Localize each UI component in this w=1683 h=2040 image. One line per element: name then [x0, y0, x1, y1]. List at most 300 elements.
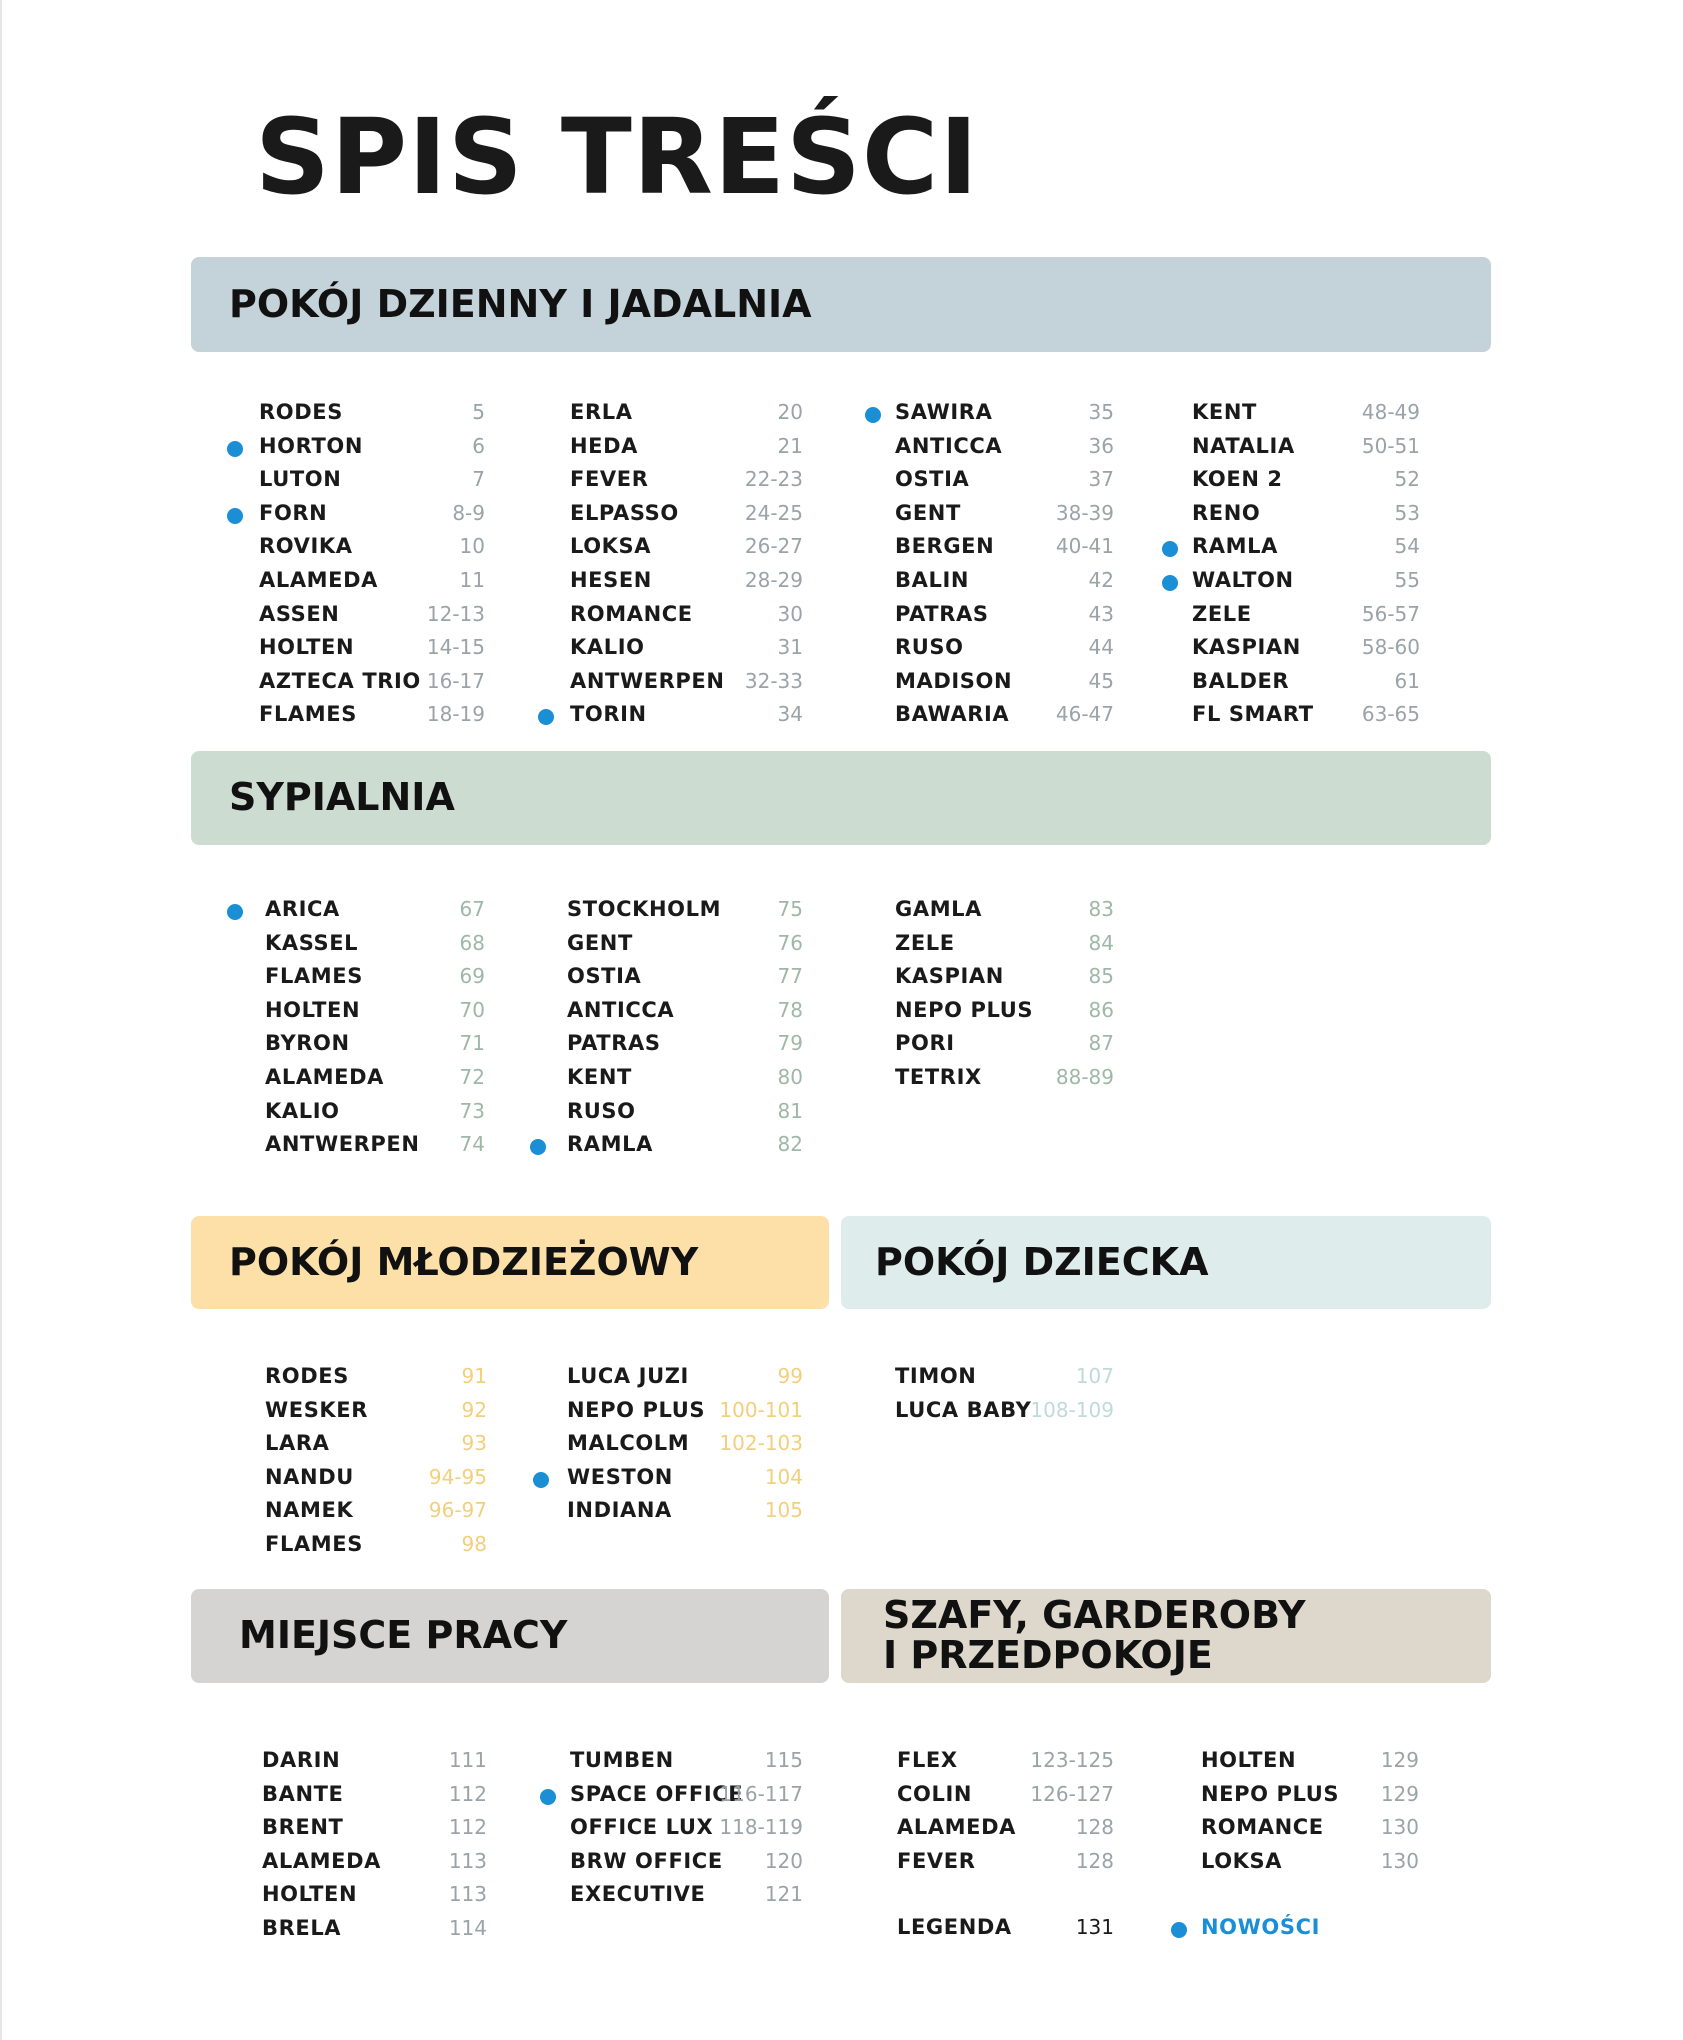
toc-entry — [1192, 669, 1420, 703]
toc-column — [265, 1364, 487, 1566]
toc-entry — [570, 602, 803, 636]
entry-page: 73 — [459, 1098, 485, 1123]
entry-name: BERGEN — [895, 534, 995, 559]
entry-name: HOLTEN — [1201, 1748, 1297, 1772]
entry-name: OFFICE LUX — [570, 1815, 714, 1840]
entry-page: 11 — [459, 567, 485, 592]
entry-name: ALAMEDA — [259, 567, 379, 592]
entry-name: KASSEL — [265, 930, 359, 955]
entry-name: ELPASSO — [570, 500, 679, 525]
entry-name: GENT — [567, 930, 633, 955]
entry-page: 77 — [777, 964, 803, 989]
entry-name: ALAMEDA — [897, 1815, 1017, 1840]
entry-page: 5 — [472, 400, 485, 424]
toc-entry — [259, 602, 485, 636]
entry-page: 88-89 — [1055, 1064, 1114, 1089]
toc-entry — [265, 1398, 487, 1432]
entry-page: 83 — [1088, 897, 1114, 921]
entry-name: ERLA — [570, 400, 633, 424]
section-heading: POKÓJ MŁODZIEŻOWY — [229, 1239, 699, 1284]
toc-entry — [895, 702, 1114, 736]
page-title: SPIS TREŚCI — [255, 96, 979, 218]
entry-name: LOKSA — [570, 534, 652, 559]
entry-name: BYRON — [265, 1031, 350, 1056]
toc-entry — [895, 635, 1114, 669]
entry-page: 116-117 — [719, 1781, 803, 1806]
entry-page: 114 — [448, 1915, 487, 1940]
entry-page: 24-25 — [744, 500, 803, 525]
entry-page: 10 — [459, 534, 485, 559]
entry-name: COLIN — [897, 1781, 973, 1806]
entry-name: FEVER — [897, 1848, 976, 1873]
entry-name: FL SMART — [1192, 702, 1314, 727]
entry-page: 7 — [472, 467, 485, 492]
entry-name: KALIO — [570, 635, 645, 660]
entry-page: 18-19 — [426, 702, 485, 727]
entry-page: 128 — [1075, 1815, 1114, 1840]
entry-name: DARIN — [262, 1748, 341, 1772]
toc-entry — [1192, 434, 1420, 468]
section-heading — [883, 1593, 1306, 1677]
entry-page: 31 — [777, 635, 803, 660]
entry-page: 130 — [1380, 1848, 1419, 1873]
entry-page: 12-13 — [426, 601, 485, 626]
toc-column — [265, 897, 485, 1166]
entry-page: 56-57 — [1361, 601, 1420, 626]
entry-name: LUTON — [259, 467, 342, 492]
toc-entry — [1201, 1782, 1419, 1816]
entry-name: BAWARIA — [895, 702, 1010, 727]
entry-page: 70 — [459, 997, 485, 1022]
legend — [897, 1915, 1114, 1949]
toc-entry — [1201, 1815, 1419, 1849]
entry-page: 99 — [777, 1364, 803, 1388]
toc-entry — [1192, 501, 1420, 535]
toc-entry — [1192, 602, 1420, 636]
entry-page: 111 — [448, 1748, 487, 1772]
entry-page: 55 — [1394, 567, 1420, 592]
entry-name: WALTON — [1192, 567, 1294, 592]
entry-name: RUSO — [895, 635, 964, 660]
entry-name: ZELE — [1192, 601, 1252, 626]
toc-entry — [567, 1465, 803, 1499]
entry-page: 46-47 — [1055, 702, 1114, 727]
entry-name: WESTON — [567, 1464, 673, 1489]
entry-name: HEDA — [570, 433, 639, 458]
toc-entry — [895, 931, 1114, 965]
entry-page: 69 — [459, 964, 485, 989]
entry-name: AZTECA TRIO — [259, 668, 421, 693]
entry-page: 14-15 — [426, 635, 485, 660]
entry-name: BALDER — [1192, 668, 1290, 693]
entry-name: KASPIAN — [1192, 635, 1301, 660]
toc-entry — [570, 467, 803, 501]
entry-name: HESEN — [570, 567, 652, 592]
entry-page: 108-109 — [1030, 1397, 1114, 1422]
entry-name: ALAMEDA — [265, 1064, 385, 1089]
toc-entry — [567, 1132, 803, 1166]
toc-entry — [259, 501, 485, 535]
entry-page: 80 — [777, 1064, 803, 1089]
entry-name: ROMANCE — [570, 601, 693, 626]
toc-entry — [570, 1748, 803, 1782]
entry-name: PATRAS — [895, 601, 989, 626]
toc-entry — [570, 400, 803, 434]
toc-entry — [262, 1782, 487, 1816]
entry-page: 84 — [1088, 930, 1114, 955]
entry-name: LOKSA — [1201, 1848, 1283, 1873]
entry-page: 71 — [459, 1031, 485, 1056]
toc-entry — [262, 1916, 487, 1950]
toc-entry — [265, 931, 485, 965]
toc-entry — [1192, 568, 1420, 602]
entry-page: 61 — [1394, 668, 1420, 693]
toc-entry — [895, 1398, 1114, 1432]
entry-name: BRW OFFICE — [570, 1848, 723, 1873]
entry-page: 112 — [448, 1781, 487, 1806]
entry-name: NATALIA — [1192, 433, 1295, 458]
toc-entry — [1201, 1748, 1419, 1782]
entry-name: RUSO — [567, 1098, 636, 1123]
entry-page: 81 — [777, 1098, 803, 1123]
entry-name: MADISON — [895, 668, 1013, 693]
toc-column — [567, 897, 803, 1166]
entry-page: 63-65 — [1361, 702, 1420, 727]
entry-name: ANTICCA — [895, 433, 1003, 458]
entry-page: 79 — [777, 1031, 803, 1056]
section-band-kids — [841, 1216, 1491, 1309]
section-heading: SYPIALNIA — [229, 775, 455, 820]
entry-page: 45 — [1088, 668, 1114, 693]
entry-name: TORIN — [570, 702, 647, 727]
entry-name: KASPIAN — [895, 964, 1004, 989]
entry-name: ROMANCE — [1201, 1815, 1324, 1840]
toc-entry — [895, 1364, 1114, 1398]
entry-name: RODES — [259, 400, 343, 424]
entry-name: ANTWERPEN — [570, 668, 725, 693]
toc-entry — [567, 1031, 803, 1065]
toc-entry — [567, 931, 803, 965]
entry-page: 98 — [461, 1531, 487, 1556]
section-band-bedroom — [191, 751, 1491, 845]
new-dot-icon — [540, 1789, 556, 1805]
toc-entry — [567, 964, 803, 998]
entry-name: FLEX — [897, 1748, 958, 1772]
new-dot-icon — [227, 508, 243, 524]
toc-entry — [262, 1882, 487, 1916]
entry-page: 107 — [1075, 1364, 1114, 1388]
toc-entry — [895, 602, 1114, 636]
entry-name: RENO — [1192, 500, 1261, 525]
entry-name: HOLTEN — [259, 635, 355, 660]
toc-entry — [567, 1099, 803, 1133]
toc-entry — [567, 1431, 803, 1465]
entry-name: SPACE OFFICE — [570, 1781, 744, 1806]
entry-page: 43 — [1088, 601, 1114, 626]
entry-name: LUCA JUZI — [567, 1364, 689, 1388]
toc-entry — [895, 400, 1114, 434]
toc-entry — [897, 1849, 1114, 1883]
entry-page: 22-23 — [744, 467, 803, 492]
toc-entry — [259, 568, 485, 602]
toc-entry — [570, 534, 803, 568]
entry-name: TUMBEN — [570, 1748, 674, 1772]
entry-page: 54 — [1394, 534, 1420, 559]
entry-name: ROVIKA — [259, 534, 353, 559]
new-dot-icon — [1162, 575, 1178, 591]
entry-page: 20 — [777, 400, 803, 424]
new-dot-icon — [1171, 1922, 1187, 1938]
entry-name: MALCOLM — [567, 1431, 690, 1456]
entry-name: HORTON — [259, 433, 364, 458]
toc-entry — [259, 702, 485, 736]
entry-page: 35 — [1088, 400, 1114, 424]
section-heading-line2: I PRZEDPOKOJE — [883, 1633, 1213, 1677]
entry-page: 52 — [1394, 467, 1420, 492]
entry-page: 130 — [1380, 1815, 1419, 1840]
entry-page: 28-29 — [744, 567, 803, 592]
toc-column — [895, 897, 1114, 1099]
entry-page: 102-103 — [719, 1431, 803, 1456]
entry-page: 6 — [472, 433, 485, 458]
toc-entry — [1192, 534, 1420, 568]
entry-page: 48-49 — [1361, 400, 1420, 424]
entry-page: 58-60 — [1361, 635, 1420, 660]
entry-name: NANDU — [265, 1464, 354, 1489]
entry-page: 126-127 — [1030, 1781, 1114, 1806]
entry-name: FEVER — [570, 467, 649, 492]
toc-entry — [570, 1849, 803, 1883]
section-band-living — [191, 257, 1491, 352]
toc-entry — [895, 1031, 1114, 1065]
entry-name: STOCKHOLM — [567, 897, 722, 921]
entry-page: 16-17 — [426, 668, 485, 693]
entry-page: 72 — [459, 1064, 485, 1089]
entry-name: FLAMES — [259, 702, 357, 727]
toc-entry — [897, 1815, 1114, 1849]
section-heading: POKÓJ DZIECKA — [875, 1239, 1209, 1284]
new-dot-icon — [865, 407, 881, 423]
entry-page: 118-119 — [719, 1815, 803, 1840]
section-band-wardrobe — [841, 1589, 1491, 1683]
entry-page: 120 — [764, 1848, 803, 1873]
entry-page: 78 — [777, 997, 803, 1022]
entry-name: NEPO PLUS — [567, 1397, 706, 1422]
entry-page: 92 — [461, 1397, 487, 1422]
entry-page: 85 — [1088, 964, 1114, 989]
entry-name: TETRIX — [895, 1064, 982, 1089]
section-band-office — [191, 1589, 829, 1683]
toc-entry — [895, 998, 1114, 1032]
toc-entry — [895, 534, 1114, 568]
toc-entry — [259, 400, 485, 434]
toc-entry — [897, 1748, 1114, 1782]
entry-page: 93 — [461, 1431, 487, 1456]
toc-entry — [265, 1465, 487, 1499]
entry-name: EXECUTIVE — [570, 1882, 706, 1907]
entry-page: 87 — [1088, 1031, 1114, 1056]
toc-entry — [567, 1398, 803, 1432]
toc-column — [895, 1364, 1114, 1431]
entry-page: 75 — [777, 897, 803, 921]
legend-new — [1201, 1915, 1401, 1949]
entry-page: 40-41 — [1055, 534, 1114, 559]
section-heading: POKÓJ DZIENNY I JADALNIA — [229, 281, 812, 326]
new-dot-icon — [533, 1472, 549, 1488]
toc-entry — [567, 1065, 803, 1099]
entry-name: BRENT — [262, 1815, 344, 1840]
section-heading: MIEJSCE PRACY — [239, 1613, 568, 1658]
toc-entry — [265, 1431, 487, 1465]
toc-entry — [570, 1882, 803, 1916]
toc-entry — [895, 501, 1114, 535]
entry-page: 113 — [448, 1882, 487, 1907]
entry-page: 38-39 — [1055, 500, 1114, 525]
entry-page: 21 — [777, 433, 803, 458]
entry-page: 42 — [1088, 567, 1114, 592]
entry-name: KENT — [1192, 400, 1257, 424]
entry-page: 74 — [459, 1132, 485, 1157]
toc-entry — [1201, 1849, 1419, 1883]
entry-name: FLAMES — [265, 1531, 363, 1556]
legend-label: LEGENDA — [897, 1915, 1012, 1939]
toc-column — [570, 1748, 803, 1916]
toc-entry — [895, 568, 1114, 602]
new-dot-icon — [530, 1139, 546, 1155]
toc-entry — [265, 1065, 485, 1099]
toc-entry — [570, 1782, 803, 1816]
toc-entry — [259, 669, 485, 703]
toc-entry — [570, 568, 803, 602]
toc-column — [895, 400, 1114, 736]
entry-name: SAWIRA — [895, 400, 993, 424]
toc-entry — [895, 1065, 1114, 1099]
toc-entry — [1192, 467, 1420, 501]
toc-entry — [570, 669, 803, 703]
toc-entry — [895, 434, 1114, 468]
entry-page: 129 — [1380, 1781, 1419, 1806]
entry-name: GENT — [895, 500, 961, 525]
entry-name: RODES — [265, 1364, 349, 1388]
toc-column — [1192, 400, 1420, 736]
legend-new-label: NOWOŚCI — [1201, 1915, 1320, 1939]
new-dot-icon — [538, 709, 554, 725]
entry-page: 32-33 — [744, 668, 803, 693]
toc-column — [567, 1364, 803, 1532]
entry-name: OSTIA — [567, 964, 642, 989]
entry-name: TIMON — [895, 1364, 977, 1388]
toc-entry — [567, 1498, 803, 1532]
toc-entry — [895, 897, 1114, 931]
entry-page: 37 — [1088, 467, 1114, 492]
toc-entry — [265, 1031, 485, 1065]
entry-name: GAMLA — [895, 897, 983, 921]
toc-entry — [265, 1099, 485, 1133]
toc-column — [897, 1748, 1114, 1882]
toc-entry — [259, 467, 485, 501]
toc-column — [262, 1748, 487, 1950]
entry-name: ANTWERPEN — [265, 1132, 420, 1157]
toc-column — [570, 400, 803, 736]
entry-name: RAMLA — [567, 1132, 653, 1157]
entry-name: BANTE — [262, 1781, 344, 1806]
toc-entry — [570, 702, 803, 736]
entry-page: 129 — [1380, 1748, 1419, 1772]
entry-page: 50-51 — [1361, 433, 1420, 458]
new-dot-icon — [1162, 541, 1178, 557]
entry-page: 53 — [1394, 500, 1420, 525]
entry-name: KOEN 2 — [1192, 467, 1283, 492]
toc-entry — [895, 467, 1114, 501]
entry-page: 68 — [459, 930, 485, 955]
entry-page: 94-95 — [428, 1464, 487, 1489]
entry-page: 121 — [764, 1882, 803, 1907]
toc-entry — [265, 964, 485, 998]
toc-entry — [259, 434, 485, 468]
entry-name: PATRAS — [567, 1031, 661, 1056]
toc-entry — [1192, 702, 1420, 736]
entry-name: FORN — [259, 500, 328, 525]
entry-page: 26-27 — [744, 534, 803, 559]
entry-page: 115 — [764, 1748, 803, 1772]
entry-name: ZELE — [895, 930, 955, 955]
entry-name: FLAMES — [265, 964, 363, 989]
entry-name: PORI — [895, 1031, 955, 1056]
entry-page: 100-101 — [719, 1397, 803, 1422]
toc-entry — [570, 635, 803, 669]
entry-name: NAMEK — [265, 1498, 354, 1523]
entry-name: ASSEN — [259, 601, 340, 626]
toc-entry — [262, 1815, 487, 1849]
entry-name: HOLTEN — [262, 1882, 358, 1907]
entry-name: HOLTEN — [265, 997, 361, 1022]
entry-page: 105 — [764, 1498, 803, 1523]
entry-page: 36 — [1088, 433, 1114, 458]
entry-name: LUCA BABY — [895, 1397, 1032, 1422]
entry-name: WESKER — [265, 1397, 369, 1422]
toc-entry — [265, 1532, 487, 1566]
entry-name: LARA — [265, 1431, 330, 1456]
toc-entry — [567, 1364, 803, 1398]
section-heading-line1: SZAFY, GARDEROBY — [883, 1593, 1306, 1638]
entry-page: 30 — [777, 601, 803, 626]
toc-column — [259, 400, 485, 736]
entry-name: BRELA — [262, 1915, 342, 1940]
entry-name: BALIN — [895, 567, 970, 592]
entry-page: 91 — [461, 1364, 487, 1388]
entry-name: NEPO PLUS — [895, 997, 1034, 1022]
entry-page: 82 — [777, 1132, 803, 1157]
entry-page: 67 — [459, 897, 485, 921]
toc-entry — [259, 635, 485, 669]
new-dot-icon — [227, 904, 243, 920]
entry-page: 112 — [448, 1815, 487, 1840]
entry-page: 123-125 — [1030, 1748, 1114, 1772]
entry-name: ALAMEDA — [262, 1848, 382, 1873]
toc-entry — [259, 534, 485, 568]
entry-name: OSTIA — [895, 467, 970, 492]
toc-entry — [897, 1782, 1114, 1816]
toc-entry — [265, 1364, 487, 1398]
entry-name: ARICA — [265, 897, 340, 921]
entry-page: 113 — [448, 1848, 487, 1873]
toc-entry — [570, 501, 803, 535]
toc-entry — [895, 669, 1114, 703]
entry-page: 104 — [764, 1464, 803, 1489]
toc-entry — [567, 998, 803, 1032]
entry-name: RAMLA — [1192, 534, 1278, 559]
toc-entry — [1192, 400, 1420, 434]
